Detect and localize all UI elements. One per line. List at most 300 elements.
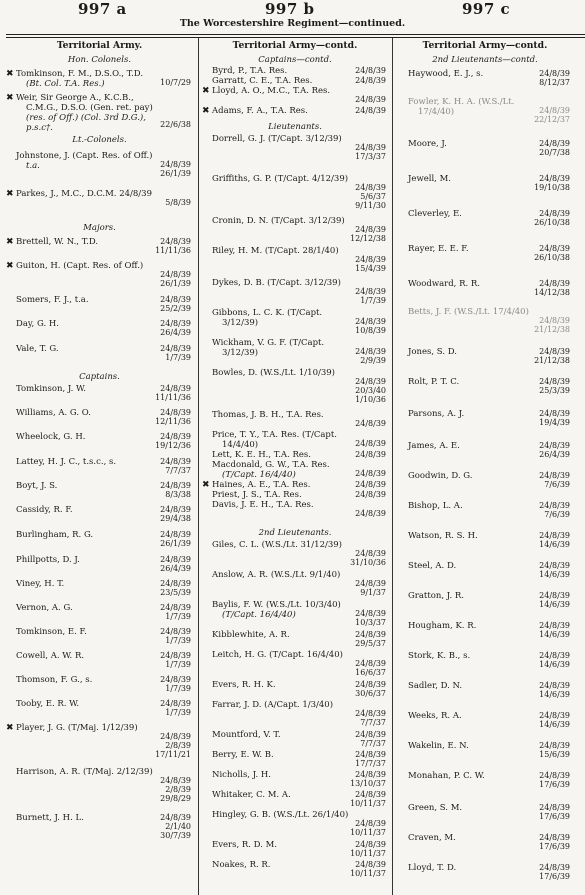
seniority-date: 24/8/39 [539,471,570,480]
seniority-date: 24/8/39 [355,579,386,588]
seniority-date: 14/6/39 [539,600,570,609]
seniority-date: 24/8/39 [539,501,570,510]
seniority-date: 24/8/39 [539,106,570,115]
seniority-date: 20/3/40 [355,386,386,395]
seniority-date: 10/11/37 [350,849,386,858]
seniority-date: 12/12/38 [350,234,386,243]
officer-name: Thomas, J. B. H., T.A. Res. [212,410,324,420]
officer-name: Tooby, E. R. W. [16,699,80,709]
seniority-date: 20/7/38 [539,148,570,157]
seniority-date: 17/3/37 [355,152,386,161]
seniority-date: 14/6/39 [539,660,570,669]
seniority-date: 24/8/39 [160,505,191,514]
seniority-date: 12/11/36 [155,417,191,426]
officer-name: Wheelock, G. H. [16,432,86,442]
officer-entry [204,650,386,680]
seniority-date: 24/8/39 [160,270,191,279]
seniority-date: 26/1/39 [160,539,191,548]
officer-name: Leitch, H. G. (T/Capt. 16/4/40) [212,650,343,660]
officer-name: Phillpotts, D. J. [16,555,80,565]
seniority-date: 26/4/39 [160,328,191,337]
officer-name: Woodward, R. R. [408,279,480,289]
seniority-date: 24/8/39 [355,480,386,489]
officer-name: Fowler, K. H. A. (W.S./Lt. [408,97,515,107]
seniority-date: 26/10/38 [534,218,570,227]
seniority-date: 2/1/40 [165,822,191,831]
officer-name: Garratt, C. E., T.A. Res. [212,76,313,86]
seniority-date: 17/11/21 [155,750,191,759]
officer-name: Dykes, D. B. (T/Capt. 3/12/39) [212,278,341,288]
seniority-date: 17/6/39 [539,842,570,851]
seniority-date: 24/8/39 [355,76,386,85]
seniority-date: 26/4/39 [539,450,570,459]
officer-name: Guiton, H. (Capt. Res. of Off.) [16,261,144,271]
seniority-date: 26/1/39 [160,169,191,178]
officer-name: Giles, C. L. (W.S./Lt. 31/12/39) [212,540,342,550]
seniority-date: 24/8/39 [160,530,191,539]
seniority-date: 30/7/39 [160,831,191,840]
cross-mark-icon: ✖ [6,723,14,733]
column-title: Territorial Army—contd. [232,40,358,51]
column-divider-2 [392,38,393,895]
seniority-date: 10/11/37 [350,828,386,837]
seniority-date: 24/8/39 [539,174,570,183]
seniority-date: 24/8/39 [539,347,570,356]
seniority-date: 24/8/39 [160,295,191,304]
officer-detail: C.M.G., D.S.O. (Gen. ret. pay) [26,103,153,113]
officer-entry [400,833,570,863]
seniority-date: 26/4/39 [160,564,191,573]
officer-entry [400,771,570,803]
seniority-date: 24/8/39 [355,709,386,718]
officer-name: Macdonald, G. W., T.A. Res. [212,460,330,470]
officer-entry [8,530,191,555]
seniority-date: 24/8/39 [539,409,570,418]
officer-entry [8,481,191,505]
officer-entry [204,76,386,86]
seniority-date: 2/8/39 [165,785,191,794]
seniority-date: 17/6/39 [539,872,570,881]
seniority-date: 24/8/39 [160,579,191,588]
seniority-date: 14/6/39 [539,720,570,729]
seniority-date: 26/1/39 [160,279,191,288]
officer-entry [204,460,386,480]
seniority-date: 15/6/39 [539,750,570,759]
officer-name: Tomkinson, E. F. [16,627,87,637]
officer-entry [8,699,191,723]
officer-entry [8,627,191,651]
officer-name: Rayer, E. E. F. [408,244,469,254]
seniority-date: 24/8/39 [160,732,191,741]
seniority-date: 29/5/37 [355,639,386,648]
officer-entry [8,555,191,579]
seniority-date: 24/8/39 [160,160,191,169]
seniority-date: 24/8/39 [355,840,386,849]
seniority-date: 24/8/39 [160,627,191,636]
officer-name: Anslow, A. R. (W.S./Lt. 9/1/40) [212,570,341,580]
seniority-date: 2/9/39 [360,356,386,365]
rank-heading: Majors. [83,223,116,233]
seniority-date: 24/8/39 [355,659,386,668]
officer-entry [204,840,386,860]
seniority-date: 24/8/39 [539,441,570,450]
officer-name: James, A. E. [408,441,460,451]
seniority-date: 24/8/39 [160,675,191,684]
officer-name: Tomkinson, J. W. [16,384,86,394]
cross-mark-icon: ✖ [6,93,14,103]
officer-entry [8,408,191,432]
officer-name: Thomson, F. G., s. [16,675,93,685]
officer-entry [400,561,570,591]
officer-name: Byrd, P., T.A. Res. [212,66,288,76]
seniority-date: 22/12/37 [534,115,570,124]
seniority-date: 7/7/37 [165,466,191,475]
officer-entry [8,319,191,344]
rule-top [6,34,585,35]
seniority-date: 24/8/39 [355,680,386,689]
seniority-date: 14/12/38 [534,288,570,297]
seniority-date: 24/8/39 [160,408,191,417]
seniority-date: 25/3/39 [539,386,570,395]
officer-name: Burlingham, R. G. [16,530,94,540]
rank-heading: Lt.-Colonels. [72,135,127,145]
seniority-date: 24/8/39 [355,317,386,326]
officer-entry [204,680,386,700]
officer-name: Jewell, M. [408,174,451,184]
column-a [8,39,191,847]
seniority-date: 24/8/39 [355,860,386,869]
seniority-date: 8/3/38 [165,490,191,499]
officer-name: Adams, F. A., T.A. Res. [212,106,308,116]
officer-entry [204,246,386,278]
seniority-date: 24/8/39 [355,439,386,448]
seniority-date: 24/8/39 [539,69,570,78]
page-number-c: 997 c [462,0,511,18]
seniority-date: 10/7/29 [160,78,191,87]
officer-name: Rolt, P. T. C. [408,377,460,387]
seniority-date: 24/8/39 [539,863,570,872]
rank-heading: Lieutenants. [268,122,322,132]
officer-name: Williams, A. G. O. [16,408,91,418]
officer-name: Player, J. G. (T/Maj. 1/12/39) [16,723,138,733]
seniority-date: 19/10/38 [534,183,570,192]
page-number-a: 997 a [78,0,127,18]
seniority-date: 15/4/39 [355,264,386,273]
seniority-date: 24/8/39 [355,630,386,639]
seniority-date: 1/7/39 [165,636,191,645]
officer-name: Bowles, D. (W.S./Lt. 1/10/39) [212,368,335,378]
officer-name: Berry, E. W. B. [212,750,274,760]
officer-name: Wakelin, E. N. [408,741,469,751]
seniority-date: 24/8/39 [160,384,191,393]
seniority-date: 24/8/39 [355,377,386,386]
officer-entry [400,97,570,139]
subsection-heading: 2nd Lieutenants—contd. [432,55,538,65]
officer-name: Gibbons, L. C. K. (T/Capt. [212,308,323,318]
seniority-date: 7/6/39 [544,480,570,489]
officer-name: Steel, A. D. [408,561,457,571]
officer-name: Evers, R. H. K. [212,680,276,690]
cross-mark-icon: ✖ [202,480,210,490]
seniority-date: 24/8/39 [160,699,191,708]
column-divider-1 [198,38,199,895]
officer-entry [204,700,386,730]
officer-name: Davis, J. E. H., T.A. Res. [212,500,314,510]
seniority-date: 24/8/39 [160,603,191,612]
seniority-date: 24/8/39 [539,833,570,842]
seniority-date: 9/11/30 [355,201,386,210]
cross-mark-icon: ✖ [6,261,14,271]
officer-entry [400,711,570,741]
seniority-date: 13/10/37 [350,779,386,788]
officer-name: Priest, J. S., T.A. Res. [212,490,302,500]
seniority-date: 1/10/36 [355,395,386,404]
subsection-heading: Hon. Colonels. [67,55,132,65]
officer-name: Sadler, D. N. [408,681,463,691]
officer-entry [204,500,386,528]
seniority-date: 24/8/39 [160,481,191,490]
officer-entry [8,384,191,408]
column-title: Territorial Army. [56,40,143,51]
column-c [400,39,570,893]
seniority-date: 16/6/37 [355,668,386,677]
seniority-date: 24/8/39 [539,139,570,148]
officer-name: Cronin, D. N. (T/Capt. 3/12/39) [212,216,345,226]
officer-entry [8,344,191,372]
column-b [204,39,386,880]
officer-detail: (Bt. Col. T.A. Res.) [26,79,105,89]
officer-name: Cassidy, R. F. [16,505,73,515]
seniority-date: 26/10/38 [534,253,570,262]
officer-name: Cleverley, E. [408,209,462,219]
officer-entry [204,860,386,880]
officer-name: Nicholls, J. H. [212,770,271,780]
officer-entry [400,307,570,347]
officer-name: Stork, K. B., s. [408,651,471,661]
officer-entry [204,308,386,338]
seniority-date: 10/11/37 [350,799,386,808]
seniority-date: 1/7/39 [360,296,386,305]
officer-name: Brettell, W. N., T.D. [16,237,99,247]
seniority-date: 1/7/39 [165,708,191,717]
seniority-date: 24/8/39 [355,419,386,428]
officer-name: Baylis, F. W. (W.S./Lt. 10/3/40) [212,600,341,610]
officer-name: Haines, A. E., T.A. Res. [212,480,311,490]
officer-entry [400,863,570,893]
officer-detail: (T/Capt. 16/4/40) [222,610,296,620]
officer-name: Riley, H. M. (T/Capt. 28/1/40) [212,246,339,256]
seniority-date: 21/12/38 [534,325,570,334]
seniority-date: 24/8/39 [355,819,386,828]
seniority-date: 5/8/39 [165,198,191,207]
officer-name: Hingley, G. B. (W.S./Lt. 26/1/40) [212,810,349,820]
officer-entry [8,603,191,627]
seniority-date: 24/8/39 [355,347,386,356]
officer-name: Griffiths, G. P. (T/Capt. 4/12/39) [212,174,349,184]
officer-entry [8,813,191,847]
seniority-date: 24/8/39 [160,555,191,564]
officer-entry [8,261,191,295]
officer-entry [204,730,386,750]
seniority-date: 24/8/39 [355,609,386,618]
seniority-date: 24/8/39 [355,225,386,234]
cross-mark-icon: ✖ [202,106,210,116]
officer-entry [400,139,570,174]
officer-name: Hougham, K. R. [408,621,477,631]
seniority-date: 19/4/39 [539,418,570,427]
seniority-date: 31/10/36 [350,558,386,567]
officer-entry [8,432,191,457]
officer-name: Craven, M. [408,833,456,843]
seniority-date: 11/11/36 [155,393,191,402]
seniority-date: 24/8/39 [355,66,386,75]
seniority-date: 24/8/39 [355,770,386,779]
seniority-date: 24/8/39 [355,143,386,152]
seniority-date: 24/8/39 [355,183,386,192]
officer-detail: 17/4/40) [418,107,455,117]
seniority-date: 1/7/39 [165,612,191,621]
rank-heading: 2nd Lieutenants. [258,528,332,538]
officer-entry [400,803,570,833]
officer-entry [204,600,386,630]
rank-heading: Captains. [79,372,120,382]
seniority-date: 24/8/39 [539,377,570,386]
seniority-date: 14/6/39 [539,630,570,639]
seniority-date: 24/8/39 [539,803,570,812]
officer-name: Farrar, J. D. (A/Capt. 1/3/40) [212,700,334,710]
seniority-date: 24/8/39 [539,681,570,690]
officer-entry [400,531,570,561]
seniority-date: 24/8/39 [160,776,191,785]
officer-entry [8,505,191,530]
officer-name: Viney, H. T. [16,579,65,589]
seniority-date: 8/12/37 [539,78,570,87]
seniority-date: 10/11/37 [350,869,386,878]
officer-entry [204,86,386,106]
seniority-date: 24/8/39 [539,621,570,630]
officer-name: Parsons, A. J. [408,409,465,419]
officer-name: Lattey, H. J. C., t.s.c., s. [16,457,117,467]
seniority-date: 24/8/39 [160,319,191,328]
officer-entry [8,457,191,481]
seniority-date: 24/8/39 [355,287,386,296]
officer-entry [8,767,191,813]
officer-name: Jones, S. D. [408,347,457,357]
officer-entry [204,368,386,410]
officer-entry [400,209,570,244]
officer-entry [400,591,570,621]
seniority-date: 24/8/39 [355,95,386,104]
officer-entry [204,338,386,368]
officer-name: Evers, R. D. M. [212,840,277,850]
seniority-date: 10/8/39 [355,326,386,335]
officer-detail: 3/12/39) [222,318,259,328]
seniority-date: 24/8/39 [355,490,386,499]
officer-name: Vale, T. G. [16,344,59,354]
page-number-b: 997 b [265,0,315,18]
officer-entry [204,450,386,460]
cross-mark-icon: ✖ [6,69,14,79]
officer-entry [8,237,191,261]
seniority-date: 23/5/39 [160,588,191,597]
officer-detail: (res. of Off.) (Col. 3rd D.G.), [26,113,146,123]
seniority-date: 2/8/39 [165,741,191,750]
officer-name: Vernon, A. G. [16,603,73,613]
officer-detail: 3/12/39) [222,348,259,358]
officer-name: Watson, R. S. H. [408,531,478,541]
seniority-date: 24/8/39 [355,509,386,518]
officer-entry [204,410,386,430]
cross-mark-icon: ✖ [6,189,14,199]
officer-name: Gratton, J. R. [408,591,465,601]
officer-name: Somers, F. J., t.a. [16,295,89,305]
seniority-date: 9/1/37 [360,588,386,597]
seniority-date: 24/8/39 [160,813,191,822]
seniority-date: 14/6/39 [539,690,570,699]
seniority-date: 24/8/39 [539,771,570,780]
officer-entry [400,347,570,377]
officer-entry [204,174,386,216]
officer-entry [204,810,386,840]
seniority-date: 24/8/39 [355,255,386,264]
officer-entry [204,750,386,770]
subsection-heading: Captains—contd. [258,55,332,65]
officer-name: Wickham, V. G. F. (T/Capt. [212,338,325,348]
officer-name: Cowell, A. W. R. [16,651,85,661]
officer-name: Weeks, R. A. [408,711,462,721]
officer-detail: t.a. [26,161,40,171]
seniority-date: 7/7/37 [360,739,386,748]
officer-name: Weir, Sir George A., K.C.B., [16,93,134,103]
officer-entry [8,295,191,319]
seniority-date: 24/8/39 [355,450,386,459]
seniority-date: 24/8/39 [160,432,191,441]
officer-name: Moore, J. [408,139,447,149]
seniority-date: 11/11/36 [155,246,191,255]
seniority-date: 7/6/39 [544,510,570,519]
officer-entry [204,216,386,246]
seniority-date: 24/8/39 [355,790,386,799]
officer-name: Price, T. Y., T.A. Res. (T/Capt. [212,430,337,440]
officer-name: Bishop, L. A. [408,501,463,511]
seniority-date: 19/12/36 [155,441,191,450]
seniority-date: 24/8/39 [160,237,191,246]
officer-name: Boyt, J. S. [16,481,58,491]
officer-entry [400,471,570,501]
seniority-date: 24/8/39 [539,741,570,750]
seniority-date: 25/2/39 [160,304,191,313]
seniority-date: 10/3/37 [355,618,386,627]
seniority-date: 24/8/39 [160,651,191,660]
officer-entry [8,189,191,223]
officer-entry [8,651,191,675]
officer-name: Betts, J. F. (W.S./Lt. 17/4/40) [408,307,529,317]
seniority-date: 24/8/39 [355,469,386,478]
seniority-date: 29/8/29 [160,794,191,803]
seniority-date: 24/8/39 [539,711,570,720]
officer-entry [400,69,570,97]
seniority-date: 24/8/39 [539,244,570,253]
seniority-date: 1/7/39 [165,684,191,693]
officer-entry [204,278,386,308]
officer-entry [8,151,191,189]
officer-entry [400,741,570,771]
officer-name: Noakes, R. R. [212,860,271,870]
seniority-date: 14/6/39 [539,570,570,579]
officer-entry [204,630,386,650]
column-title: Territorial Army—contd. [422,40,548,51]
seniority-date: 24/8/39 [355,750,386,759]
